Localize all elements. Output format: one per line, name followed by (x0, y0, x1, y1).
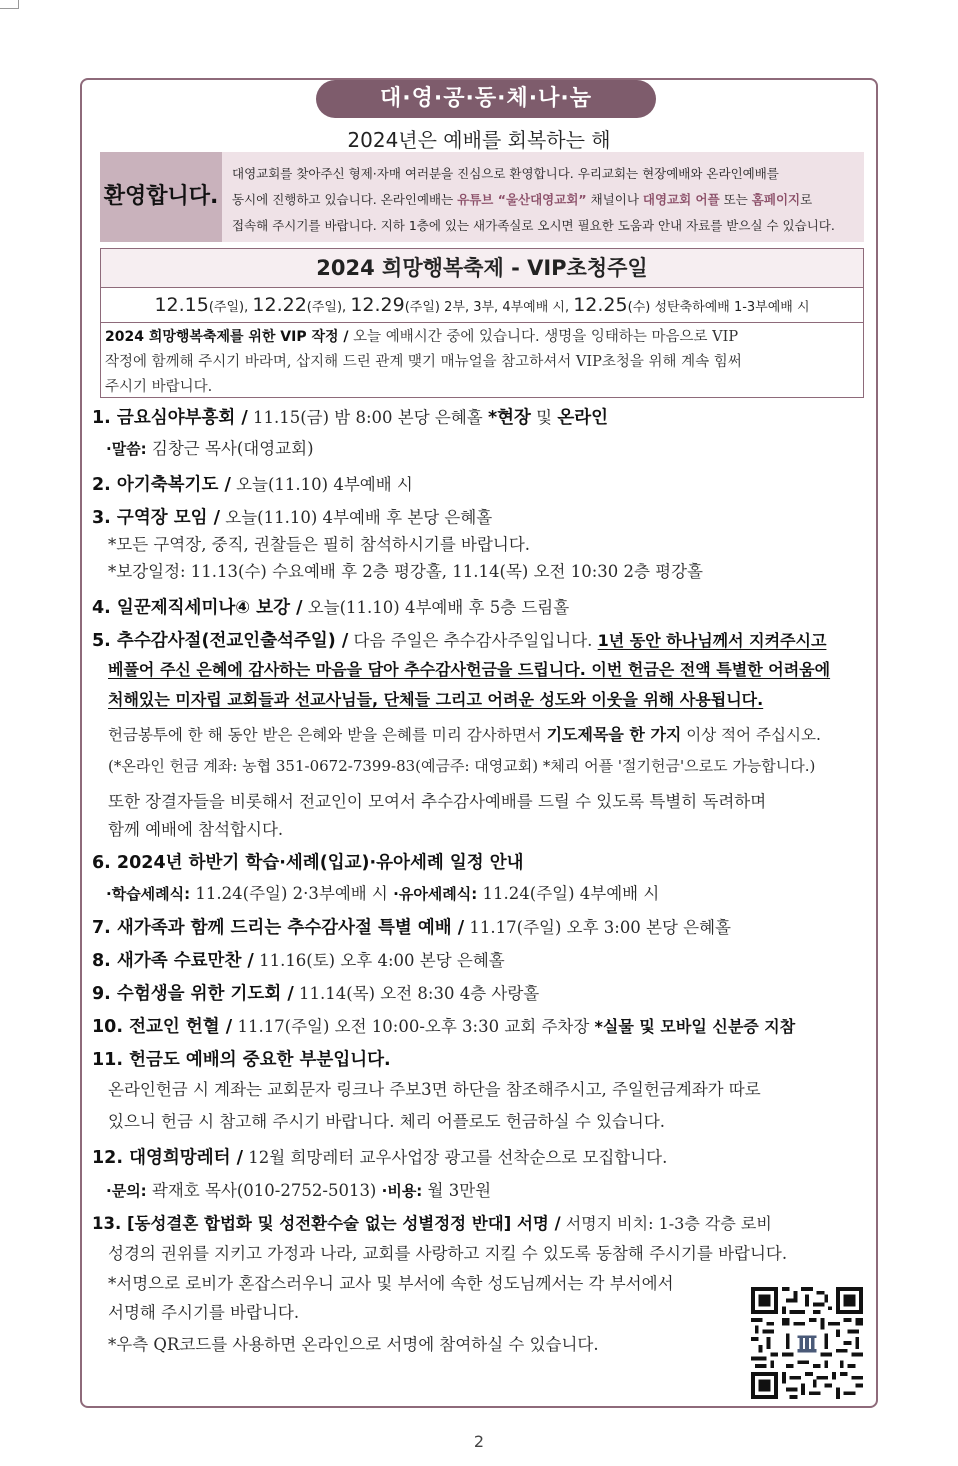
page-number: 2 (473, 1432, 485, 1451)
item-1-sub (106, 435, 314, 459)
signature-qr-code[interactable] (748, 1287, 866, 1399)
vip-body-text: 오늘 예배시간 중에 있습니다. 생명을 잉태하는 마음으로 VIP (348, 329, 739, 345)
vip-dates (101, 288, 863, 323)
item-title: 5. 추수감사절(전교인출석주일) / (92, 631, 349, 651)
item-text: 및 (530, 408, 558, 427)
welcome-line-1: 대영교회를 찾아주신 형제·자매 여러분을 진심으로 환영합니다. 우리교회는 현장예배와 온라인예배를 (232, 166, 779, 181)
item-5-line-2 (108, 657, 830, 680)
item-bold: 온라인 (557, 408, 609, 428)
item-1 (92, 404, 608, 429)
item-title: 11. 헌금도 예배의 중요한 부분입니다. (92, 1050, 391, 1070)
item-6-sub (106, 880, 659, 904)
item-13-line-2: *서명으로 로비가 혼잡스러우니 교사 및 부서에 속한 성도님께서는 각 부서에서 (108, 1274, 674, 1293)
item-sub-label: ·비용: (381, 1182, 423, 1200)
item-text: 11.16(토) 오후 4:00 본당 은혜홀 (253, 951, 505, 970)
vip-title: 2024 희망행복축제 - VIP초청주일 (101, 249, 863, 288)
item-3-sub-2: *보강일정: 11.13(수) 수요예배 후 2층 평강홀, 11.14(목) 오전 10:30 2층 평강홀 (108, 562, 703, 581)
youtube-channel-highlight: 유튜브 “울산대영교회” (457, 192, 587, 207)
welcome-line-2 (232, 187, 858, 213)
item-5-line-5: (*온라인 헌금 계좌: 농협 351-0672-7399-83(예금주: 대영교회) *체리 어플 '절기헌금'으로도 가능합니다.) (108, 757, 816, 775)
app-highlight: 대영교회 어플 (642, 192, 720, 207)
item-12-sub (106, 1177, 491, 1201)
vip-box (100, 248, 864, 398)
item-sub-label: ·말씀: (106, 440, 147, 458)
welcome-label: 환영합니다. (100, 152, 222, 242)
item-underlined: 베풀어 주신 은혜에 감사하는 마음을 담아 추수감사헌금을 드립니다. 이번 헌금은 전액 특별한 어려움에 (108, 660, 831, 679)
item-title: 8. 새가족 수료만찬 / (92, 951, 254, 971)
item-title: 12. 대영희망레터 / (92, 1148, 244, 1168)
welcome-text-part: 로 (800, 192, 813, 207)
item-9 (92, 980, 539, 1005)
welcome-text-part: 또는 (719, 192, 752, 207)
item-text: 11.24(주일) 2·3부예배 시 (190, 884, 394, 903)
vip-body-line-3: 주시기 바랍니다. (105, 379, 213, 395)
item-5 (92, 627, 826, 652)
vip-date-suffix: (수) 성탄축하예배 1-3부예배 시 (627, 300, 810, 315)
vip-date: 12.22 (252, 294, 307, 316)
item-bold: *실물 및 모바일 신분증 지참 (594, 1017, 796, 1036)
welcome-text-part: 채널이나 (586, 192, 643, 207)
item-text: 다음 주일은 추수감사주일입니다. (348, 631, 598, 650)
item-text: 11.14(목) 오전 8:30 4층 사랑홀 (293, 984, 540, 1003)
item-text: 헌금봉투에 한 해 동안 받은 은혜와 받을 은혜를 미리 감사하면서 (108, 726, 547, 744)
item-2 (92, 471, 413, 496)
vip-date-suffix: (주일), (306, 300, 351, 315)
item-3-sub-1: *모든 구역장, 중직, 권찰들은 필히 참석하시기를 바랍니다. (108, 535, 531, 554)
welcome-text-part: 동시에 진행하고 있습니다. 온라인예배는 (232, 192, 458, 207)
item-title: 1. 금요심야부흥회 / (92, 408, 248, 428)
item-sub-label: ·문의: (106, 1182, 147, 1200)
item-underlined: 처해있는 미자립 교회들과 선교사님들, 단체들 그리고 어려운 성도와 이웃을 위해 사용됩니다. (108, 690, 764, 709)
vip-body (101, 323, 863, 400)
item-13-line-4: *우측 QR코드를 사용하면 온라인으로 서명에 참여하실 수 있습니다. (108, 1335, 599, 1354)
item-5-line-4 (108, 722, 821, 745)
welcome-box (100, 152, 864, 242)
item-5-line-3 (108, 687, 763, 710)
item-13 (92, 1210, 772, 1234)
item-title: 9. 수험생을 위한 기도회 / (92, 984, 294, 1004)
page-subtitle: 2024년은 예배를 회복하는 해 (347, 128, 611, 152)
item-text: 서명지 비치: 1-3층 각층 로비 (560, 1214, 772, 1233)
item-title: 7. 새가족과 함께 드리는 추수감사절 특별 예배 / (92, 918, 465, 938)
item-text: 11.15(금) 밤 8:00 본당 은혜홀 (247, 408, 488, 427)
welcome-text (232, 161, 858, 239)
item-title: 2. 아기축복기도 / (92, 475, 231, 495)
item-text: 11.17(주일) 오전 10:00-오후 3:30 교회 주차장 (232, 1017, 595, 1036)
item-bold: *현장 (487, 408, 531, 428)
item-10 (92, 1013, 795, 1038)
item-3 (92, 504, 492, 529)
vip-body-bold: 2024 희망행복축제를 위한 VIP 작정 / (105, 329, 349, 345)
item-text: 오늘(11.10) 4부예배 후 본당 은혜홀 (220, 508, 493, 527)
item-text: 월 3만원 (422, 1181, 492, 1200)
vip-date-suffix: (주일) 2부, 3부, 4부예배 시, (404, 300, 574, 315)
item-text: 김창근 목사(대영교회) (146, 439, 314, 458)
item-title: 10. 전교인 헌혈 / (92, 1017, 233, 1037)
vip-date: 12.25 (573, 294, 628, 316)
item-13-line-3: 서명해 주시기를 바랍니다. (108, 1303, 300, 1322)
item-5-line-7: 함께 예배에 참석합시다. (108, 820, 284, 839)
item-12 (92, 1144, 667, 1169)
vip-date: 12.15 (154, 294, 209, 316)
item-text: 오늘(11.10) 4부예배 후 5층 드림홀 (302, 598, 570, 617)
item-11-line-1: 온라인헌금 시 계좌는 교회문자 링크나 주보3면 하단을 참조해주시고, 주일헌금계좌가 따로 (108, 1080, 761, 1099)
item-7 (92, 914, 731, 939)
vip-date: 12.29 (350, 294, 405, 316)
corner-crop-mark (0, 0, 19, 9)
item-text: 오늘(11.10) 4부예배 시 (230, 475, 413, 494)
item-underlined: 1년 동안 하나님께서 지켜주시고 (597, 631, 827, 650)
vip-date-suffix: (주일), (208, 300, 253, 315)
item-text: 11.24(주일) 4부예배 시 (477, 884, 660, 903)
vip-body-line-2: 작정에 함께해 주시기 바라며, 삽지해 드린 관계 맺기 매뉴얼을 참고하셔서 VIP초청을 위해 계속 힘써 (105, 354, 742, 370)
item-text: 곽재호 목사(010-2752-5013) (146, 1181, 382, 1200)
item-sub-label: ·유아세례식: (393, 885, 478, 903)
item-title: 6. 2024년 하반기 학습·세례(입교)·유아세례 일정 안내 (92, 853, 524, 873)
item-bold: 기도제목을 한 가지 (546, 725, 682, 744)
item-text: 11.17(주일) 오후 3:00 본당 은혜홀 (464, 918, 731, 937)
item-6 (92, 849, 524, 874)
item-11-line-2: 있으니 헌금 시 참고해 주시기 바랍니다. 체리 어플로도 헌금하실 수 있습니다. (108, 1112, 666, 1131)
item-11 (92, 1046, 391, 1071)
item-title: 13. [동성결혼 합법화 및 성전환수술 없는 성별정정 반대] 서명 / (92, 1214, 561, 1233)
item-text: 12월 희망레터 교우사업장 광고를 선착순으로 모집합니다. (243, 1148, 668, 1167)
vip-body-line-1 (105, 325, 859, 350)
page-title: 대·영·공·동·체·나·눔 (316, 80, 656, 118)
item-title: 3. 구역장 모임 / (92, 508, 221, 528)
item-13-line-1: 성경의 권위를 지키고 가정과 나라, 교회를 사랑하고 지킬 수 있도록 동참해 주시기를 바랍니다. (108, 1244, 788, 1263)
item-text: 이상 적어 주십시오. (681, 726, 821, 744)
welcome-line-3: 접속해 주시기를 바랍니다. 지하 1층에 있는 새가족실로 오시면 필요한 도움과 안내 자료를 받으실 수 있습니다. (232, 218, 835, 233)
item-4 (92, 594, 569, 619)
homepage-highlight: 홈페이지 (751, 192, 801, 207)
item-8 (92, 947, 505, 972)
item-5-line-6: 또한 장결자들을 비롯해서 전교인이 모여서 추수감사예배를 드릴 수 있도록 특별히 독려하며 (108, 792, 767, 811)
item-title: 4. 일꾼제직세미나④ 보강 / (92, 598, 303, 618)
item-sub-label: ·학습세례식: (106, 885, 191, 903)
